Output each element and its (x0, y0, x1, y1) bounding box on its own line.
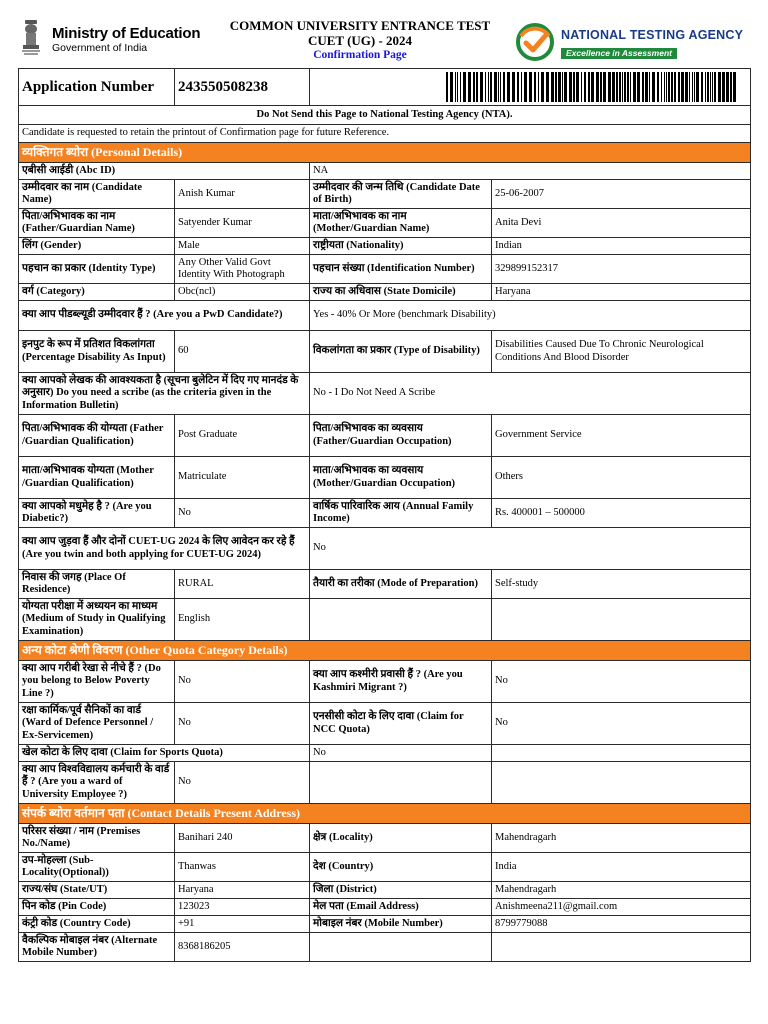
table-row (19, 499, 751, 528)
field-label: वार्षिक पारिवारिक आय (Annual Family Income) (310, 499, 492, 528)
nta-logo-icon (515, 22, 555, 62)
table-row (19, 331, 751, 373)
field-value: No (175, 703, 310, 745)
field-value: No (175, 762, 310, 804)
empty-cell (492, 745, 751, 762)
field-label: निवास की जगह (Place Of Residence) (19, 570, 175, 599)
national-emblem-icon (18, 18, 44, 58)
field-value: No (175, 661, 310, 703)
table-row (19, 745, 751, 762)
field-value: No (310, 745, 492, 762)
application-number: 243550508238 (175, 69, 310, 106)
field-value: Haryana (175, 882, 310, 899)
field-value: 8368186205 (175, 933, 310, 962)
field-label: वर्ग (Category) (19, 284, 175, 301)
ministry-block (52, 25, 200, 55)
table-row (19, 703, 751, 745)
table-row (19, 762, 751, 804)
field-value: No (310, 528, 751, 570)
empty-cell (492, 762, 751, 804)
empty-cell (310, 933, 492, 962)
table-row (19, 457, 751, 499)
section-personal-details (19, 143, 751, 163)
field-label: उम्मीदवार का नाम (Candidate Name) (19, 180, 175, 209)
field-label: क्या आप गरीबी रेखा से नीचे हैं ? (Do you belong to Below Poverty Line ?) (19, 661, 175, 703)
field-label: पिन कोड (Pin Code) (19, 899, 175, 916)
agency-tagline: Excellence in Assessment (561, 48, 677, 59)
field-label: देश (Country) (310, 853, 492, 882)
field-label: तैयारी का तरीका (Mode of Preparation) (310, 570, 492, 599)
field-label: क्षेत्र (Locality) (310, 824, 492, 853)
field-label: इनपुट के रूप में प्रतिशत विकलांगता (Percentage Disability As Input) (19, 331, 175, 373)
field-value: Obc(ncl) (175, 284, 310, 301)
field-label: माता/अभिभावक का व्यवसाय (Mother/Guardian Occupation) (310, 457, 492, 499)
field-label: राष्ट्रीयता (Nationality) (310, 238, 492, 255)
ministry-subtitle: Government of India (52, 42, 148, 54)
field-value: No - I Do Not Need A Scribe (310, 373, 751, 415)
field-value: Mahendragarh (492, 824, 751, 853)
field-label: योग्यता परीक्षा में अध्ययन का माध्यम (Medium of Study in Qualifying Examination) (19, 599, 175, 641)
field-label: उप-मोहल्ला (Sub-Locality(Optional)) (19, 853, 175, 882)
table-row (19, 528, 751, 570)
field-value: 329899152317 (492, 255, 751, 284)
field-label: पहचान संख्या (Identification Number) (310, 255, 492, 284)
table-row (19, 180, 751, 209)
field-value: Yes - 40% Or More (benchmark Disability) (310, 301, 751, 331)
field-label: राज्य का अधिवास (State Domicile) (310, 284, 492, 301)
field-label: कंट्री कोड (Country Code) (19, 916, 175, 933)
field-label: क्या आप पीडब्ल्यूडी उम्मीदवार हैं ? (Are you a PwD Candidate?) (19, 301, 310, 331)
field-value: Anita Devi (492, 209, 751, 238)
field-value: 8799779088 (492, 916, 751, 933)
field-label: विकलांगता का प्रकार (Type of Disability) (310, 331, 492, 373)
field-value: 25-06-2007 (492, 180, 751, 209)
field-value: Thanwas (175, 853, 310, 882)
table-row (19, 916, 751, 933)
field-value: RURAL (175, 570, 310, 599)
field-label: माता/अभिभावक योग्यता (Mother /Guardian Qualification) (19, 457, 175, 499)
field-value: 123023 (175, 899, 310, 916)
field-label: लिंग (Gender) (19, 238, 175, 255)
field-label: रक्षा कार्मिक/पूर्व सैनिकों का वार्ड (Ward of Defence Personnel / Ex-Servicemen) (19, 703, 175, 745)
table-row (19, 238, 751, 255)
retain-note: Candidate is requested to retain the printout of Confirmation page for future Reference. (19, 125, 751, 143)
section-contact-details (19, 804, 751, 824)
field-label: एबीसी आईडी (Abc ID) (19, 163, 310, 180)
field-label: पिता/अभिभावक का नाम (Father/Guardian Name) (19, 209, 175, 238)
field-value: Satyender Kumar (175, 209, 310, 238)
field-label: वैकल्पिक मोबाइल नंबर (Alternate Mobile Number) (19, 933, 175, 962)
field-value: Disabilities Caused Due To Chronic Neurological Conditions And Blood Disorder (492, 331, 751, 373)
field-value: +91 (175, 916, 310, 933)
ministry-title: Ministry of Education (52, 25, 201, 42)
field-value: NA (310, 163, 751, 180)
notice-text: Do Not Send this Page to National Testing Agency (NTA). (19, 106, 751, 125)
field-label: माता/अभिभावक का नाम (Mother/Guardian Name) (310, 209, 492, 238)
empty-cell (492, 933, 751, 962)
field-value: Indian (492, 238, 751, 255)
table-row (19, 882, 751, 899)
exam-title-block (218, 18, 502, 62)
table-row (19, 209, 751, 238)
table-row (19, 373, 751, 415)
empty-cell (310, 762, 492, 804)
field-label: पहचान का प्रकार (Identity Type) (19, 255, 175, 284)
notice-row (19, 106, 751, 125)
table-row (19, 661, 751, 703)
field-label: क्या आप कश्मीरी प्रवासी हैं ? (Are you Kashmiri Migrant ?) (310, 661, 492, 703)
field-value: No (492, 703, 751, 745)
email-value: Anishmeena211@gmail.com (492, 899, 751, 916)
field-label: मोबाइल नंबर (Mobile Number) (310, 916, 492, 933)
section-title: व्यक्तिगत ब्योरा (Personal Details) (19, 143, 751, 163)
field-value: Mahendragarh (492, 882, 751, 899)
field-value: Self-study (492, 570, 751, 599)
field-value: English (175, 599, 310, 641)
field-value: India (492, 853, 751, 882)
table-row (19, 599, 751, 641)
field-label: खेल कोटा के लिए दावा (Claim for Sports Quota) (19, 745, 310, 762)
field-value: 60 (175, 331, 310, 373)
field-value: Any Other Valid Govt Identity With Photograph (175, 255, 310, 284)
field-value: Anish Kumar (175, 180, 310, 209)
table-row (19, 824, 751, 853)
field-value: Banihari 240 (175, 824, 310, 853)
table-row (19, 899, 751, 916)
table-row (19, 255, 751, 284)
nta-block (561, 28, 743, 61)
field-value: Male (175, 238, 310, 255)
table-row (19, 570, 751, 599)
retain-row (19, 125, 751, 143)
field-label: उम्मीदवार की जन्म तिथि (Candidate Date of Birth) (310, 180, 492, 209)
field-label: एनसीसी कोटा के लिए दावा (Claim for NCC Quota) (310, 703, 492, 745)
section-title: अन्य कोटा श्रेणी विवरण (Other Quota Category Details) (19, 641, 751, 661)
field-label: जिला (District) (310, 882, 492, 899)
application-row (19, 69, 751, 106)
table-row (19, 301, 751, 331)
agency-name: NATIONAL TESTING AGENCY (561, 28, 744, 42)
field-label: मेल पता (Email Address) (310, 899, 492, 916)
table-row (19, 933, 751, 962)
field-value: No (492, 661, 751, 703)
field-value: Rs. 400001 – 500000 (492, 499, 751, 528)
exam-title: COMMON UNIVERSITY ENTRANCE TEST (229, 18, 491, 33)
empty-cell (310, 599, 492, 641)
field-label: परिसर संख्या / नाम (Premises No./Name) (19, 824, 175, 853)
field-label: क्या आप जुड़वा हैं और दोनों CUET-UG 2024 के लिए आवेदन कर रहे हैं (Are you twin and both applying for CUET-UG 2024) (19, 528, 310, 570)
table-row (19, 284, 751, 301)
barcode-cell (310, 69, 751, 106)
section-title: संपर्क ब्योरा वर्तमान पता (Contact Details Present Address) (19, 804, 751, 824)
field-label: पिता/अभिभावक का व्यवसाय (Father/Guardian Occupation) (310, 415, 492, 457)
field-label: क्या आपको मधुमेह है ? (Are you Diabetic?) (19, 499, 175, 528)
table-row (19, 415, 751, 457)
section-other-quota (19, 641, 751, 661)
field-value: Government Service (492, 415, 751, 457)
table-row (19, 853, 751, 882)
field-label: पिता/अभिभावक की योग्यता (Father /Guardian Qualification) (19, 415, 175, 457)
field-value: No (175, 499, 310, 528)
page-header (18, 14, 750, 66)
exam-subtitle: CUET (UG) - 2024 (307, 33, 413, 48)
field-value: Post Graduate (175, 415, 310, 457)
confirmation-table (18, 68, 751, 962)
page-title: Confirmation Page (313, 49, 407, 61)
application-number-label: Application Number (19, 69, 175, 106)
field-value: Matriculate (175, 457, 310, 499)
table-row (19, 163, 751, 180)
barcode-icon (446, 72, 736, 102)
field-label: राज्य/संघ (State/UT) (19, 882, 175, 899)
field-value: Haryana (492, 284, 751, 301)
field-value: Others (492, 457, 751, 499)
field-label: क्या आप विश्वविद्यालय कर्मचारी के वार्ड हैं ? (Are you a ward of University Employee ?) (19, 762, 175, 804)
empty-cell (492, 599, 751, 641)
field-label: क्या आपको लेखक की आवश्यकता है (सूचना बुलेटिन में दिए गए मानदंड के अनुसार) Do you need a scribe (as the criteria given in the Information Bulletin) (19, 373, 310, 415)
